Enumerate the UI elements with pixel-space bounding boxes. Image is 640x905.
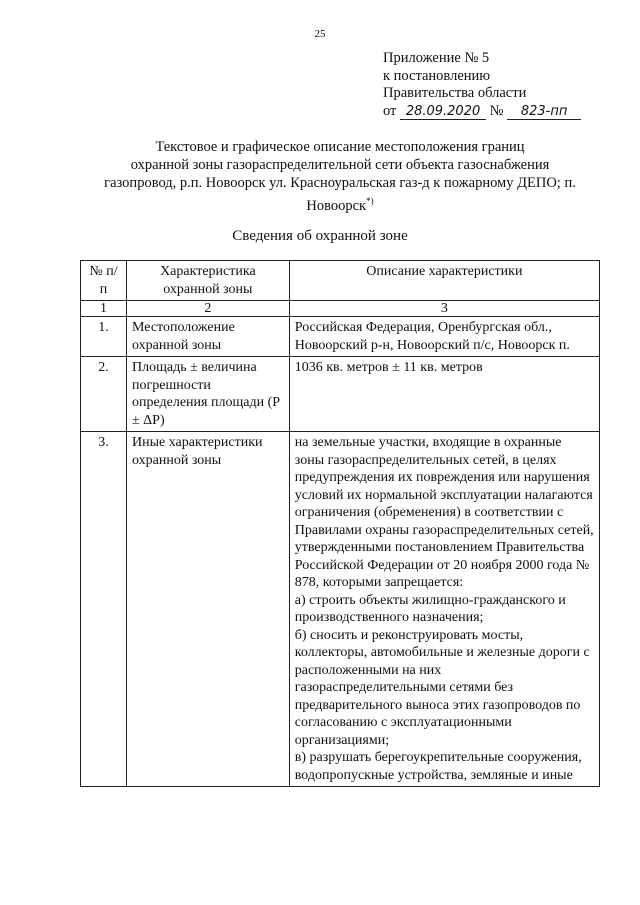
- zone-info-table: [80, 260, 600, 787]
- row-characteristic: Местоположение охранной зоны: [127, 317, 290, 357]
- column-number: 3: [289, 301, 599, 317]
- number-prefix: №: [489, 102, 504, 119]
- appendix-line-government: Правительства области: [383, 85, 527, 101]
- column-number: 1: [81, 301, 127, 317]
- row-characteristic: Площадь ± величина погрешности определения площади (P ± ΔP): [127, 357, 290, 432]
- row-number: 3.: [81, 432, 127, 787]
- header-characteristic: Характеристика охранной зоны: [127, 261, 290, 301]
- document-title: [60, 138, 620, 215]
- column-number-row: [81, 301, 600, 317]
- restriction-item-a: а) строить объекты жилищно-гражданского и производственного назначения;: [294, 592, 566, 625]
- title-line-3: газопровод, р.п. Новоорск ул. Красноуральская газ-д к пожарному ДЕПО; п.: [104, 175, 576, 191]
- row-description: [289, 432, 599, 787]
- page-number: 25: [314, 28, 326, 40]
- title-line-2: охранной зоны газораспределительной сети объекта газоснабжения: [130, 157, 550, 173]
- row-number: 2.: [81, 357, 127, 432]
- row-description: 1036 кв. метров ± 11 кв. метров: [289, 357, 599, 432]
- title-settlement: Новоорск: [306, 197, 367, 214]
- handwritten-date: 28.09.2020: [400, 105, 486, 120]
- date-prefix: от: [383, 102, 397, 119]
- appendix-line-resolution: к постановлению: [383, 67, 491, 84]
- title-line-4: [60, 192, 620, 215]
- restriction-intro: на земельные участки, входящие в охранные зоны газораспределительных сетей, в целях предупреждения их повреждения или нарушения условий их нормальной эксплуатации налагаются ограничения (обременения) в соответствии с Правилами охраны газораспределительных сетей, утвержденными постановлением Правительства Российской Федерации от 20 ноября 2000 года № 878, которыми запрещается:: [294, 435, 594, 590]
- restriction-item-b: б) сносить и реконструировать мосты, коллекторы, автомобильные и железные дороги с расположенными на них газораспределительными сетями без предварительного выноса этих газопроводов по согласованию с эксплуатационными организациями;: [294, 627, 590, 748]
- title-line-1: Текстовое и графическое описание местоположения границ: [155, 139, 525, 155]
- table-row: [81, 317, 600, 357]
- header-number: № п/п: [81, 261, 127, 301]
- handwritten-number: 823-пп: [507, 105, 581, 120]
- appendix-date-line: [383, 103, 623, 121]
- row-description: Российская Федерация, Оренбургская обл., Новоорский р-н, Новоорский п/с, Новоорск п.: [289, 317, 599, 357]
- header-description: Описание характеристики: [289, 261, 599, 301]
- appendix-block: [383, 50, 623, 120]
- row-number: 1.: [81, 317, 127, 357]
- table-header-row: [81, 261, 600, 301]
- section-title: Сведения об охранной зоне: [232, 228, 408, 244]
- table-row: [81, 357, 600, 432]
- restriction-item-c: в) разрушать берегоукрепительные сооружения, водопропускные устройства, земляные и иные: [294, 750, 582, 783]
- appendix-title: Приложение № 5: [383, 50, 490, 66]
- row-characteristic: Иные характеристики охранной зоны: [127, 432, 290, 787]
- footnote-mark: *): [366, 196, 374, 206]
- table-row: [81, 432, 600, 787]
- column-number: 2: [127, 301, 290, 317]
